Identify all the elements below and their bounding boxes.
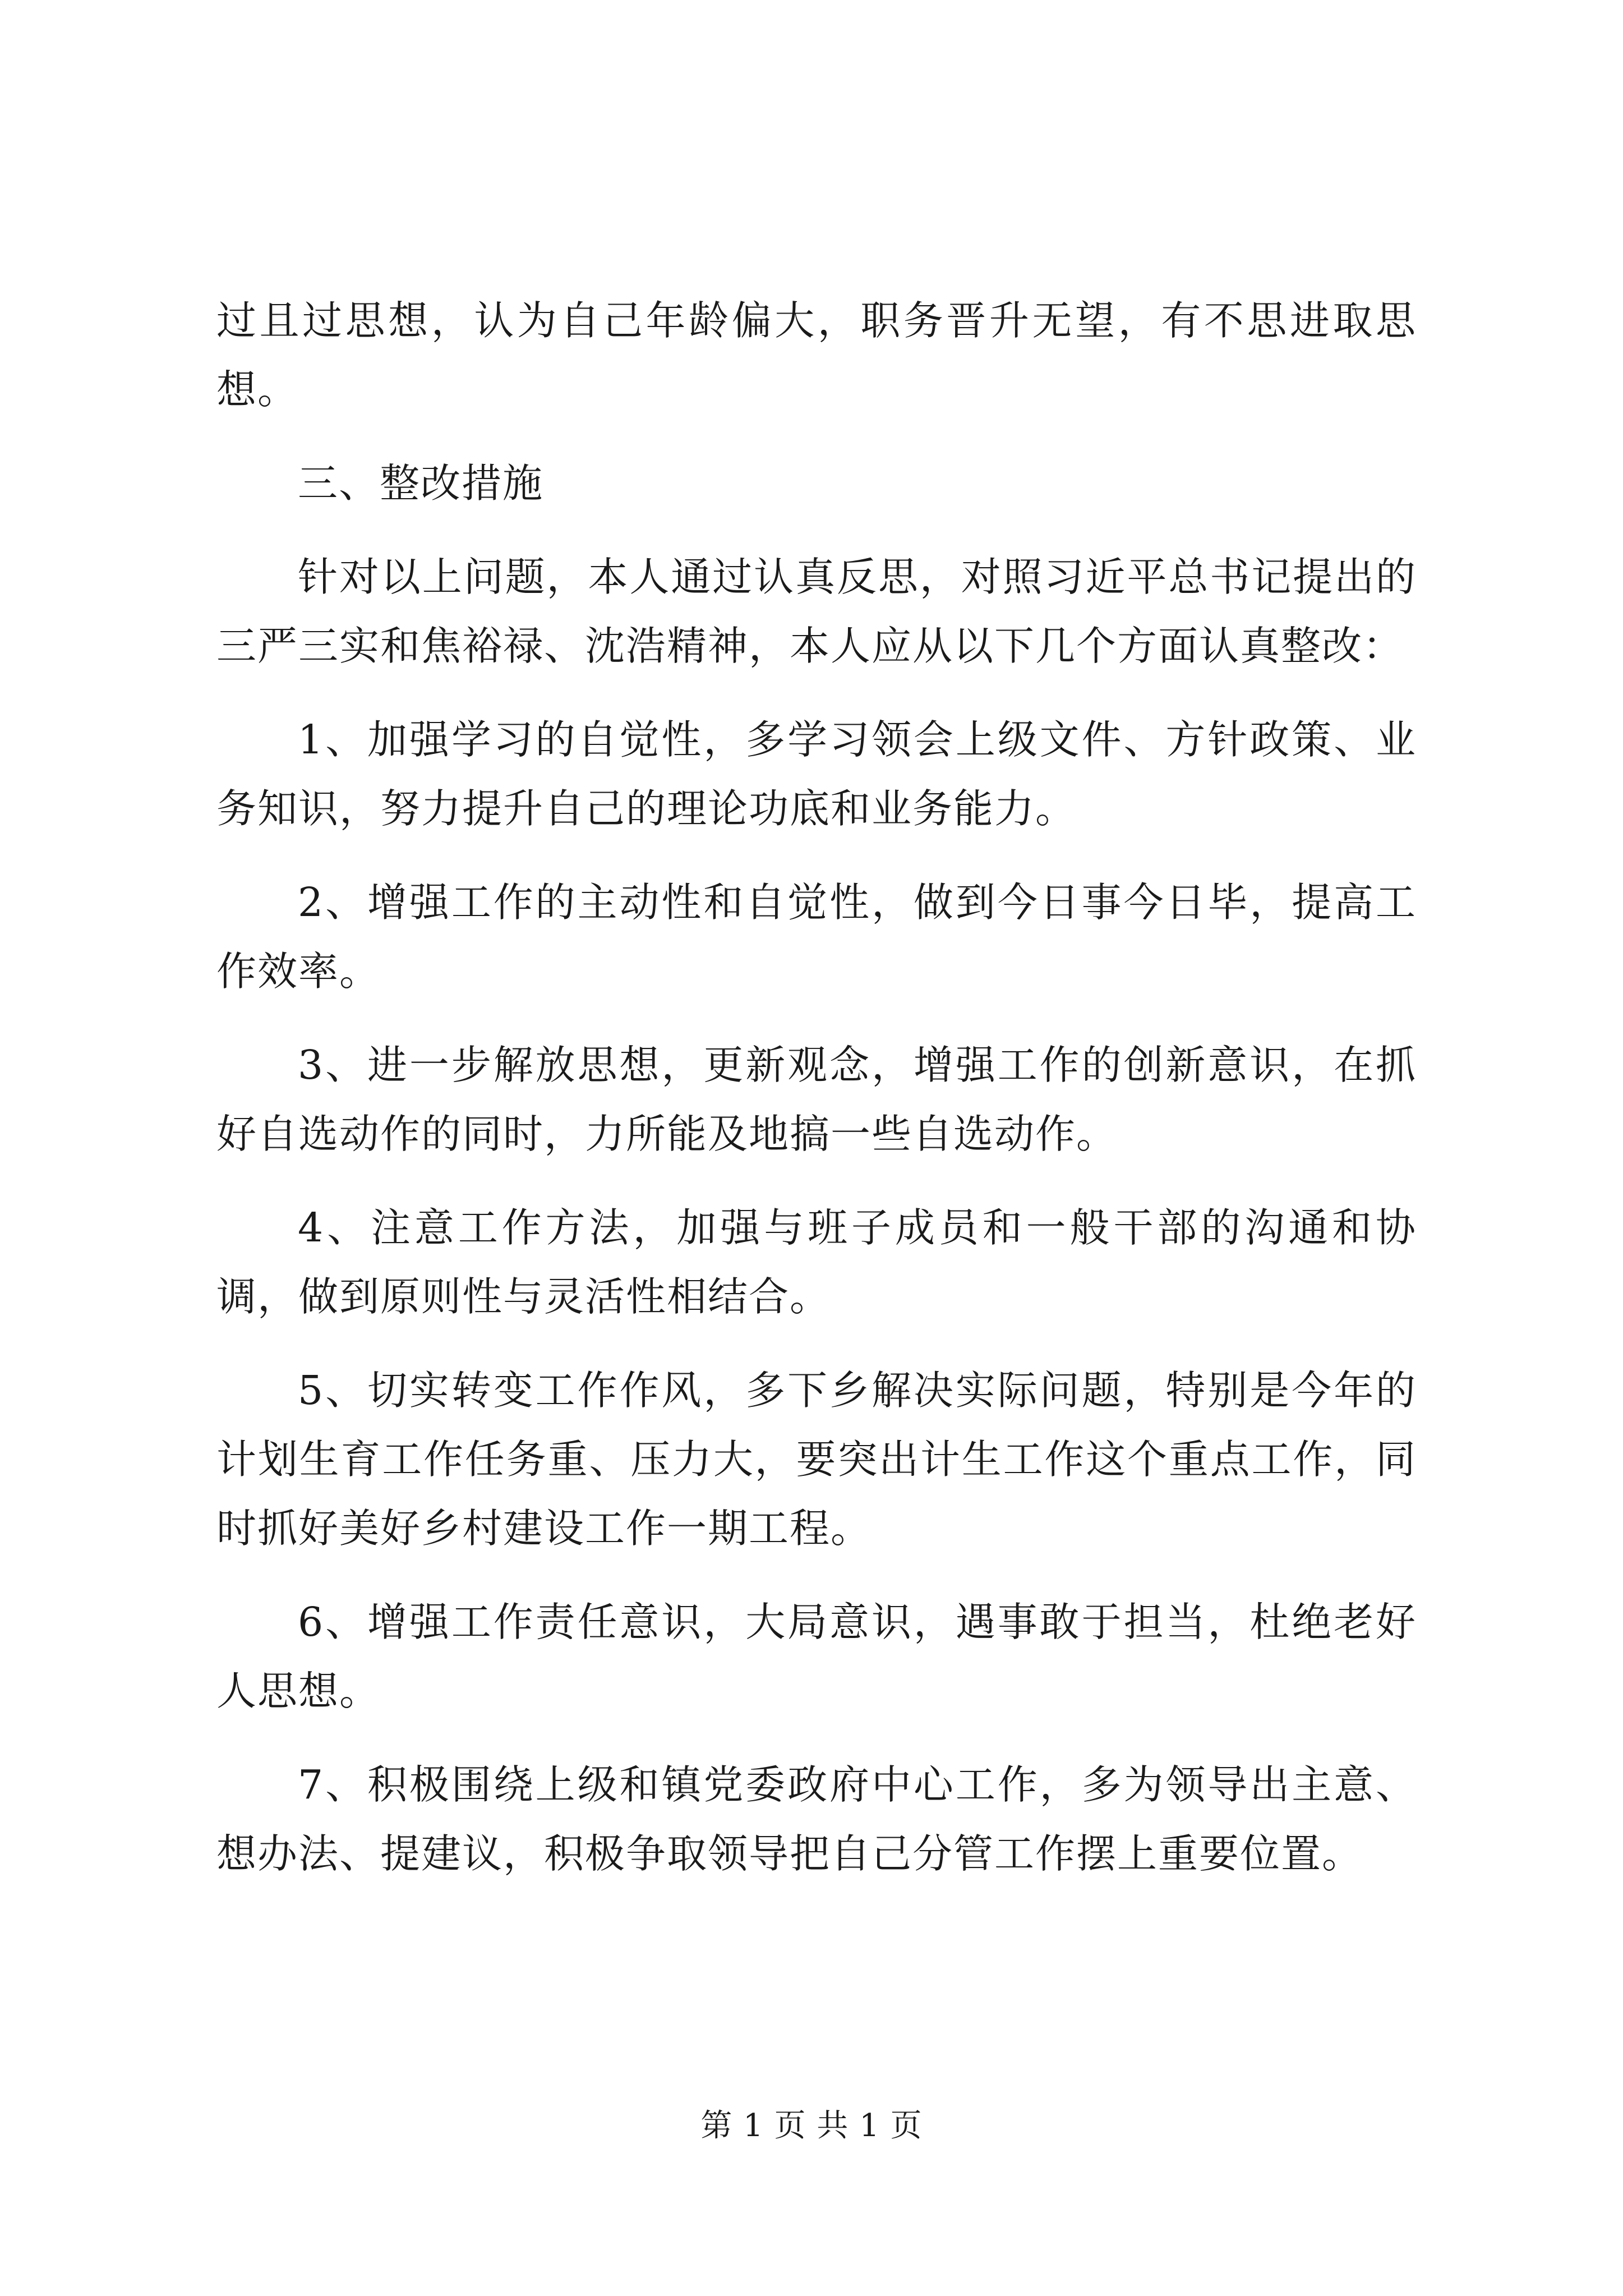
page-footer: 第 1 页 共 1 页	[700, 2108, 923, 2144]
section-heading: 三、整改措施	[298, 460, 544, 507]
list-item-7: 7、积极围绕上级和镇党委政府中心工作，多为领导出主意、想办法、提建议，积极争取领导把自己分管工作摆上重要位置。	[216, 1761, 1417, 1877]
list-item-3: 3、进一步解放思想，更新观念，增强工作的创新意识，在抓好自选动作的同时，力所能及地搞一些自选动作。	[216, 1042, 1417, 1157]
list-item-6: 6、增强工作责任意识，大局意识，遇事敢于担当，杜绝老好人思想。	[216, 1599, 1417, 1714]
document-body	[216, 286, 1417, 1913]
paragraph-intro: 针对以上问题，本人通过认真反思，对照习近平总书记提出的三严三实和焦裕禄、沈浩精神，本人应从以下几个方面认真整改：	[216, 554, 1417, 669]
list-item-1: 1、加强学习的自觉性，多学习领会上级文件、方针政策、业务知识，努力提升自己的理论功底和业务能力。	[216, 716, 1417, 832]
list-item-4: 4、注意工作方法，加强与班子成员和一般干部的沟通和协调，做到原则性与灵活性相结合。	[216, 1204, 1417, 1320]
list-item-2: 2、增强工作的主动性和自觉性，做到今日事今日毕，提高工作效率。	[216, 879, 1417, 995]
list-item-5: 5、切实转变工作作风，多下乡解决实际问题，特别是今年的计划生育工作任务重、压力大，要突出计生工作这个重点工作，同时抓好美好乡村建设工作一期工程。	[216, 1367, 1417, 1552]
paragraph-continuation: 过且过思想，认为自己年龄偏大，职务晋升无望，有不思进取思想。	[216, 297, 1417, 413]
